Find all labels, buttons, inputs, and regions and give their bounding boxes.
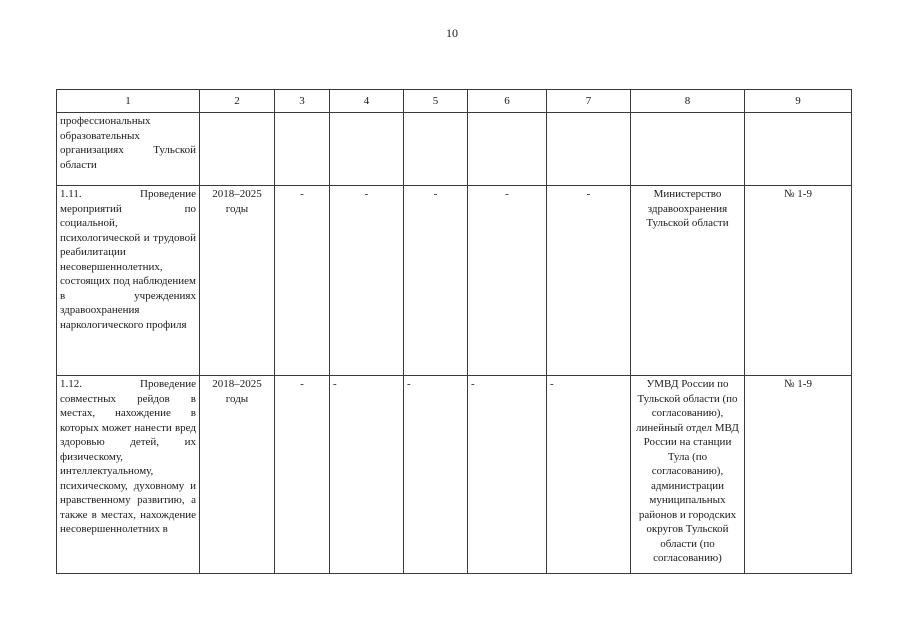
period-cell: 2018–2025 годы [200,186,275,376]
col-4-cell: - [330,186,404,376]
col-6-cell [468,113,547,186]
col-5-cell: - [404,376,468,574]
col-6-cell: - [468,186,547,376]
col-7-cell: - [547,186,631,376]
indicator-cell: № 1-9 [745,376,852,574]
indicator-cell [745,113,852,186]
col-3-cell: - [275,186,330,376]
indicator-cell: № 1-9 [745,186,852,376]
header-col-1: 1 [57,90,200,113]
header-col-5: 5 [404,90,468,113]
page-number: 10 [446,26,458,40]
header-row [57,90,852,113]
header-col-7: 7 [547,90,631,113]
executor-cell: Министерство здравоохранения Тульской области [631,186,745,376]
executor-cell: УМВД России по Тульской области (по согласованию), линейный отдел МВД России на станции Тула (по согласованию), администрации муниципальных районов и городских округов Тульской области (по согласованию) [631,376,745,574]
col-7-cell [547,113,631,186]
period-cell: 2018–2025 годы [200,376,275,574]
col-7-cell: - [547,376,631,574]
table-header [57,90,852,113]
measures-table [56,89,852,574]
col-3-cell: - [275,376,330,574]
col-3-cell [275,113,330,186]
header-col-9: 9 [745,90,852,113]
measure-name-cell: 1.11. Проведение мероприятий по социальной, психологической и трудовой реабилитации несовершеннолетних, состоящих под наблюдением в учреждениях здравоохранения наркологического профиля [57,186,200,376]
executor-cell [631,113,745,186]
col-4-cell: - [330,376,404,574]
header-col-6: 6 [468,90,547,113]
header-col-2: 2 [200,90,275,113]
header-col-8: 8 [631,90,745,113]
period-cell [200,113,275,186]
table-row-continuation [57,113,852,186]
header-col-3: 3 [275,90,330,113]
col-5-cell: - [404,186,468,376]
table-row-1-11 [57,186,852,376]
col-5-cell [404,113,468,186]
measure-name-cell: 1.12. Проведение совместных рейдов в местах, нахождение в которых может нанести вред здоровью детей, их физическому, интеллектуальному, психическому, духовному и нравственному развитию, а также в местах, нахождение несовершеннолетних в [57,376,200,574]
measure-name-cell: профессиональных образовательных организациях Тульской области [57,113,200,186]
col-4-cell [330,113,404,186]
col-6-cell: - [468,376,547,574]
header-col-4: 4 [330,90,404,113]
table-row-1-12 [57,376,852,574]
